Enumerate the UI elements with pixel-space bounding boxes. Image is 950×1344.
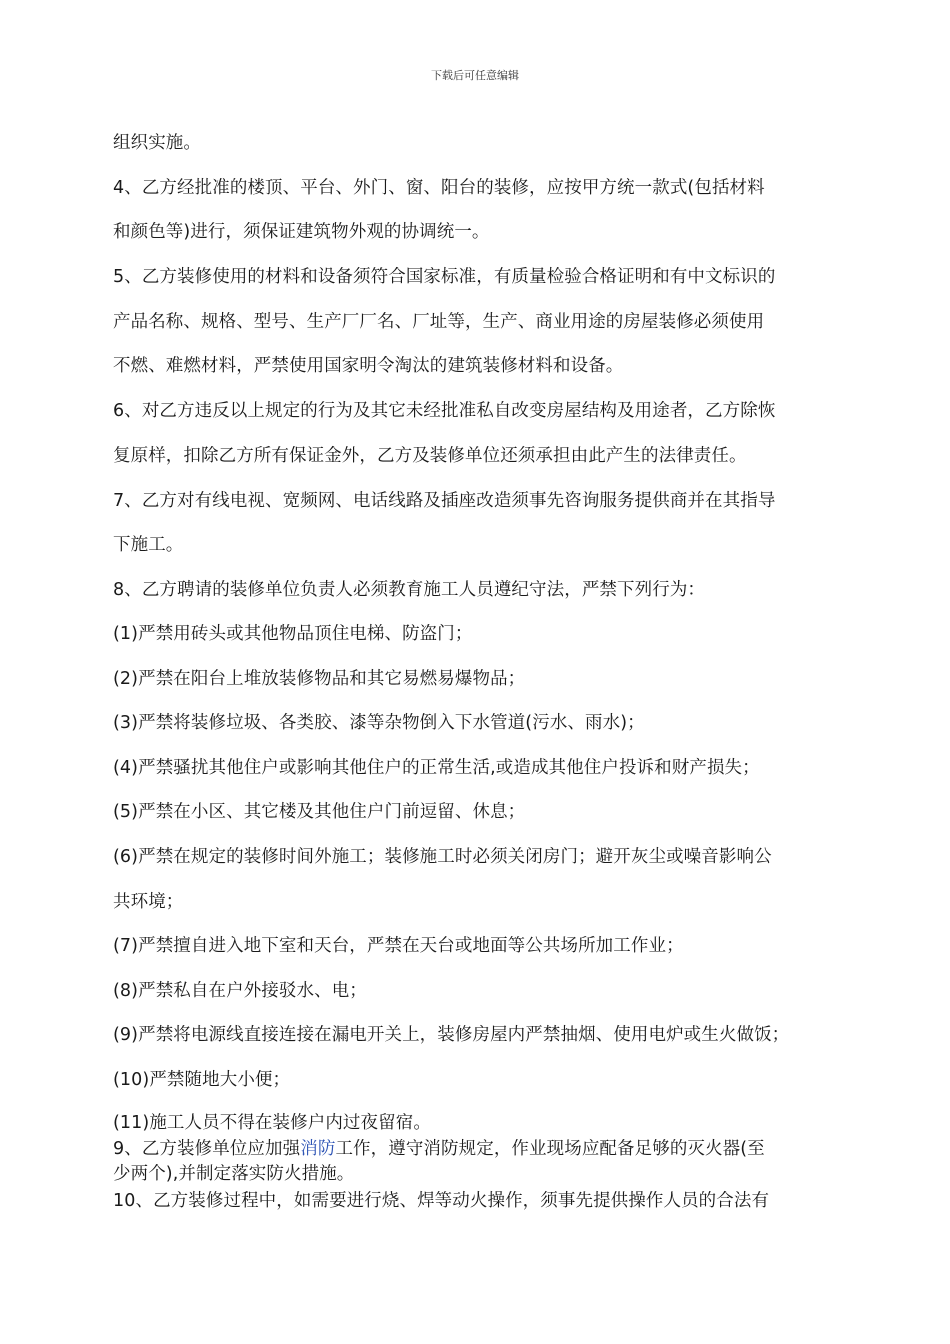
text-line: 产品名称、规格、型号、生产厂厂名、厂址等，生产、商业用途的房屋装修必须使用 [113,312,765,332]
item9-text-before: 9、乙方装修单位应加强 [113,1139,301,1159]
text-line: 组织实施。 [113,133,201,153]
text-line: 复原样，扣除乙方所有保证金外，乙方及装修单位还须承担由此产生的法律责任。 [113,446,747,466]
text-line: 少两个),并制定落实防火措施。 [113,1164,355,1184]
text-line-item9 [113,1135,765,1160]
text-line: (9)严禁将电源线直接连接在漏电开关上，装修房屋内严禁抽烟、使用电炉或生火做饭； [113,1025,790,1045]
item9-text-after: 工作，遵守消防规定，作业现场应配备足够的灭火器(至 [335,1139,765,1159]
text-line: (2)严禁在阳台上堆放装修物品和其它易燃易爆物品； [113,669,526,689]
text-line: (6)严禁在规定的装修时间外施工；装修施工时必须关闭房门；避开灰尘或噪音影响公 [113,847,772,867]
text-line: 6、对乙方违反以上规定的行为及其它未经批准私自改变房屋结构及用途者，乙方除恢 [113,401,776,421]
text-line: 和颜色等)进行，须保证建筑物外观的协调统一。 [113,222,490,242]
text-line: (3)严禁将装修垃圾、各类胶、漆等杂物倒入下水管道(污水、雨水)； [113,713,645,733]
text-line: (7)严禁擅自进入地下室和天台，严禁在天台或地面等公共场所加工作业； [113,936,684,956]
text-line: (4)严禁骚扰其他住户或影响其他住户的正常生活,或造成其他住户投诉和财产损失； [113,758,760,778]
text-line: (5)严禁在小区、其它楼及其他住户门前逗留、休息； [113,802,526,822]
text-line: 7、乙方对有线电视、宽频网、电话线路及插座改造须事先咨询服务提供商并在其指导 [113,491,776,511]
text-line: 共环境； [113,892,184,912]
text-line: 5、乙方装修使用的材料和设备须符合国家标准，有质量检验合格证明和有中文标识的 [113,267,776,287]
text-line: 4、乙方经批准的楼顶、平台、外门、窗、阳台的装修，应按甲方统一款式(包括材料 [113,178,765,198]
text-line: (8)严禁私自在户外接驳水、电； [113,981,367,1001]
text-line: 不燃、难燃材料，严禁使用国家明令淘汰的建筑装修材料和设备。 [113,356,624,376]
text-line: (11)施工人员不得在装修户内过夜留宿。 [113,1113,431,1133]
page-header: 下载后可任意编辑 [431,69,519,82]
text-line: (1)严禁用砖头或其他物品顶住电梯、防盗门； [113,624,473,644]
text-line: 下施工。 [113,535,184,555]
item9-highlight-link[interactable]: 消防 [300,1139,336,1159]
text-line: 8、乙方聘请的装修单位负责人必须教育施工人员遵纪守法，严禁下列行为： [113,580,706,600]
text-line: 10、乙方装修过程中，如需要进行烧、焊等动火操作，须事先提供操作人员的合法有 [113,1191,770,1211]
text-line: (10)严禁随地大小便； [113,1070,291,1090]
